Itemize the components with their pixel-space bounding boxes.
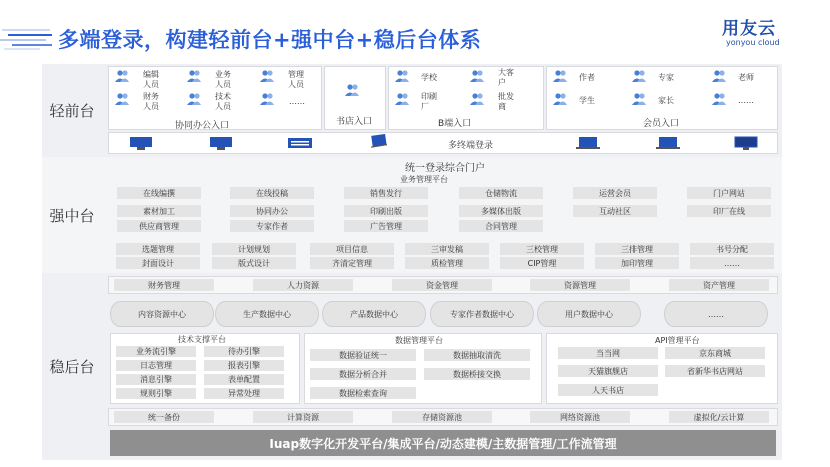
people-icon <box>632 92 646 106</box>
biz-module: 合同管理 <box>459 220 543 232</box>
bookstore-entry-label: 书店入口 <box>336 117 373 127</box>
data-mgmt-module: 数据抽取清洗 <box>424 349 530 361</box>
tech-module: 规则引擎 <box>116 388 196 399</box>
desktop-icon <box>208 136 234 150</box>
b-side-label: 学校 <box>421 73 437 82</box>
layer-label-middle: 强中台 <box>49 206 95 225</box>
b-side-label: 大客户 <box>498 68 514 87</box>
biz-module: 互动社区 <box>573 205 657 217</box>
infra-module: 存储资源池 <box>392 411 492 423</box>
office-person-label: …… <box>289 97 305 106</box>
member-label: 专家 <box>658 73 674 82</box>
layer-label-front: 轻前台 <box>49 102 95 120</box>
platform-footer-bar: Iuap数字化开发平台/集成平台/动态建模/主数据管理/工作流管理 <box>110 430 776 456</box>
biz-module: 印厂在线 <box>687 205 771 217</box>
process-module: 加印管理 <box>595 257 679 269</box>
process-module: 选题管理 <box>116 243 200 255</box>
biz-module: 印刷出版 <box>344 205 428 217</box>
back-top-module: 人力资源 <box>253 279 353 291</box>
biz-module: 协同办公 <box>230 205 314 217</box>
process-module: 三审发稿 <box>405 243 489 255</box>
biz-module: 专家作者 <box>230 220 314 232</box>
logo-sub-text: yonyou cloud <box>726 38 780 47</box>
data-platform-title: 数据管理平台 <box>395 336 443 345</box>
api-module: 当当网 <box>558 347 658 359</box>
people-icon <box>115 69 129 83</box>
office-person-label: 编辑人员 <box>143 70 159 89</box>
multi-terminal-login-label: 多终端登录 <box>448 141 494 151</box>
data-mgmt-module: 数据桥接交换 <box>424 368 530 380</box>
infra-module: 网络资源池 <box>530 411 630 423</box>
data-center-cylinder: 产品数据中心 <box>322 301 426 327</box>
tablet-icon <box>366 134 392 148</box>
process-module: 计划规划 <box>212 243 296 255</box>
monitor-icon <box>733 136 759 150</box>
data-center-cylinder: 生产数据中心 <box>215 301 319 327</box>
office-person-label: 技术人员 <box>215 92 231 111</box>
page-title: 多端登录，构建轻前台+强中台+稳后台体系 <box>58 28 482 52</box>
biz-module: 多媒体出版 <box>459 205 543 217</box>
member-label: 老师 <box>738 73 754 82</box>
b-side-label: 批发商 <box>498 92 514 111</box>
header-streak-decoration <box>0 24 54 52</box>
process-module: 版式设计 <box>212 257 296 269</box>
biz-module: 在线编撰 <box>117 187 201 199</box>
biz-module: 仓储物流 <box>459 187 543 199</box>
tech-module: 待办引擎 <box>204 346 284 357</box>
infra-module: 计算资源 <box>253 411 353 423</box>
member-label: 学生 <box>579 96 595 105</box>
api-module: 京东商城 <box>665 347 765 359</box>
people-icon <box>395 92 409 106</box>
people-icon <box>187 92 201 106</box>
tech-module: 表单配置 <box>204 374 284 385</box>
logo-main-text: 用友云 <box>722 19 776 39</box>
people-icon <box>553 92 567 106</box>
desktop-icon <box>128 136 154 150</box>
people-icon <box>260 69 274 83</box>
process-module: 三排管理 <box>595 243 679 255</box>
member-label: 家长 <box>658 96 674 105</box>
biz-module: 销售发行 <box>344 187 428 199</box>
data-center-cylinder: 专家作者数据中心 <box>430 301 534 327</box>
people-icon <box>632 69 646 83</box>
process-module: 三校管理 <box>500 243 584 255</box>
biz-module: 在线投稿 <box>230 187 314 199</box>
brand-logo <box>722 20 802 50</box>
member-label: 作者 <box>579 73 595 82</box>
people-icon <box>187 69 201 83</box>
infra-module: 虚拟化/云计算 <box>669 411 769 423</box>
process-module: CIP管理 <box>500 257 584 269</box>
biz-module: 广告管理 <box>344 220 428 232</box>
office-person-label: 财务人员 <box>143 92 159 111</box>
office-entry-label: 协同办公入口 <box>175 121 230 131</box>
tech-module: 报表引擎 <box>204 360 284 371</box>
biz-module: 供应商管理 <box>117 220 201 232</box>
data-center-cylinder: 内容资源中心 <box>110 301 214 327</box>
member-label: …… <box>738 96 754 105</box>
tech-module: 日志管理 <box>116 360 196 371</box>
back-top-module: 资产管理 <box>669 279 769 291</box>
people-icon <box>115 92 129 106</box>
back-top-module: 财务管理 <box>114 279 214 291</box>
process-module: 质检管理 <box>405 257 489 269</box>
api-platform-title: API管理平台 <box>655 336 700 345</box>
process-module: …… <box>690 257 774 269</box>
people-icon <box>553 69 567 83</box>
office-person-label: 管理人员 <box>288 70 304 89</box>
people-icon <box>345 83 359 97</box>
people-icon <box>260 92 274 106</box>
people-icon <box>395 69 409 83</box>
api-module: 省新华书店网站 <box>665 365 765 377</box>
people-icon <box>712 69 726 83</box>
biz-module: 运营会员 <box>573 187 657 199</box>
office-person-label: 业务人员 <box>215 70 231 89</box>
tech-platform-title: 技术支撑平台 <box>178 335 226 344</box>
process-module: 封面设计 <box>116 257 200 269</box>
layer-label-back: 稳后台 <box>49 358 95 376</box>
member-entry-label: 会员入口 <box>643 119 680 129</box>
tech-module: 业务流引擎 <box>116 346 196 357</box>
tech-module: 异常处理 <box>204 388 284 399</box>
portal-label: 统一登录综合门户 <box>405 163 485 174</box>
api-module: 天猫旗舰店 <box>558 365 658 377</box>
data-mgmt-module: 数据检索查询 <box>310 387 416 399</box>
data-center-cylinder: 用户数据中心 <box>537 301 641 327</box>
process-module: 书号分配 <box>690 243 774 255</box>
data-center-cylinder: …… <box>664 301 768 327</box>
b-side-entry-label: B端入口 <box>438 119 472 129</box>
infra-module: 统一备份 <box>114 411 214 423</box>
data-mgmt-module: 数据验证统一 <box>310 349 416 361</box>
tech-module: 消息引擎 <box>116 374 196 385</box>
people-icon <box>470 69 484 83</box>
back-top-module: 资金管理 <box>392 279 492 291</box>
api-module: 人天书店 <box>558 384 658 396</box>
b-side-label: 印刷厂 <box>421 92 437 111</box>
laptop-icon <box>575 136 601 150</box>
biz-module: 门户网站 <box>687 187 771 199</box>
laptop-icon <box>655 136 681 150</box>
people-icon <box>470 92 484 106</box>
data-mgmt-module: 数据分析合并 <box>310 368 416 380</box>
keyboard-icon <box>287 136 313 150</box>
people-icon <box>712 92 726 106</box>
biz-module: 素材加工 <box>117 205 201 217</box>
process-module: 项目信息 <box>310 243 394 255</box>
process-module: 齐清定管理 <box>310 257 394 269</box>
biz-platform-title: 业务管理平台 <box>400 175 448 184</box>
back-top-module: 资源管理 <box>530 279 630 291</box>
